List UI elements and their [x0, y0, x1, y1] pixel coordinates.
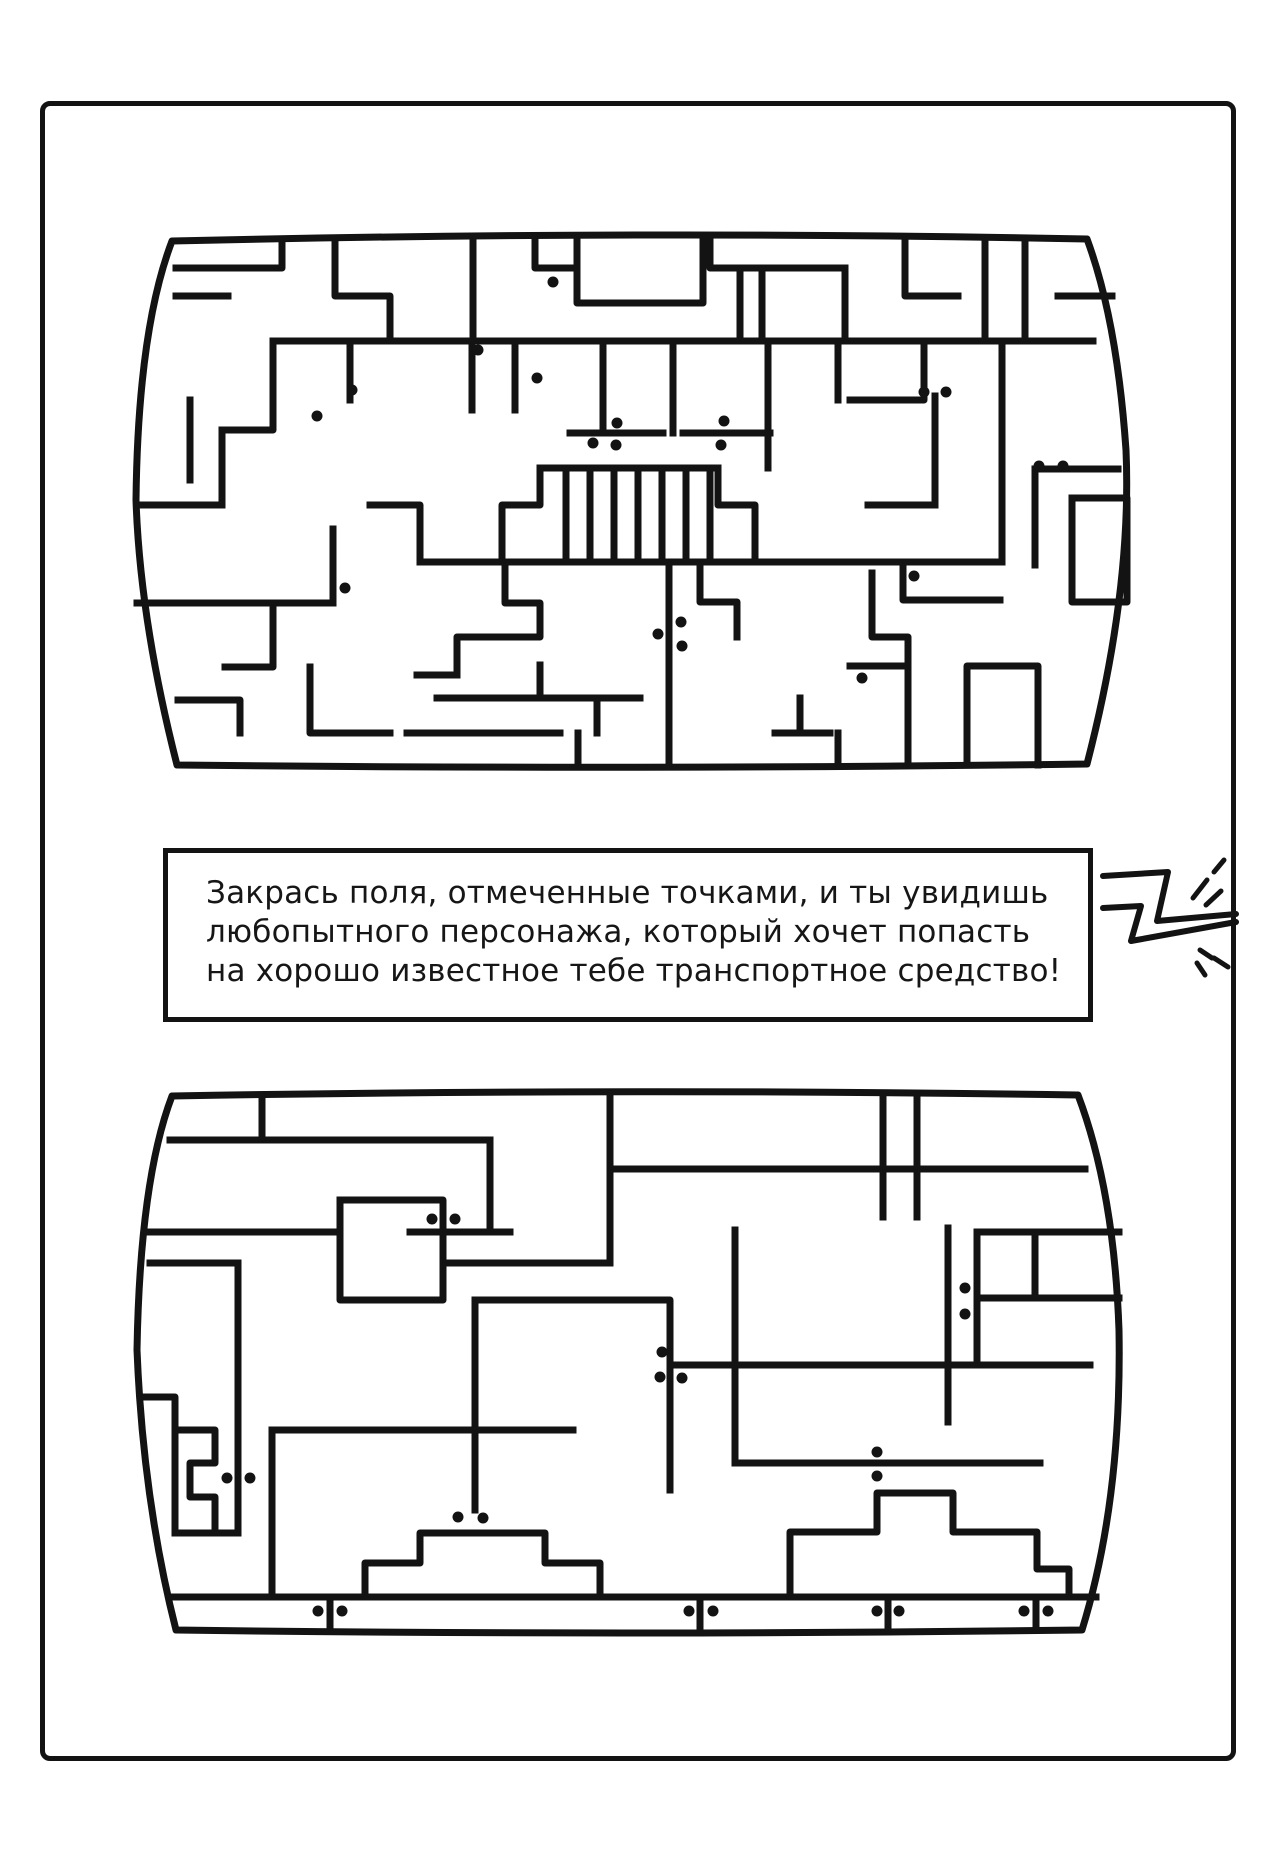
maze-wall	[905, 241, 958, 296]
cell-marker-dot	[676, 617, 687, 628]
cell-marker-dot	[245, 1473, 256, 1484]
cell-marker-dot	[312, 411, 323, 422]
cell-marker-dot	[894, 1606, 905, 1617]
cell-marker-dot	[313, 1606, 324, 1617]
maze-wall	[700, 562, 737, 637]
cell-marker-dot	[450, 1214, 461, 1225]
maze-wall	[967, 666, 1038, 765]
maze-wall	[535, 241, 573, 268]
cell-marker-dot	[427, 1214, 438, 1225]
cell-marker-dot	[655, 1372, 666, 1383]
cell-marker-dot	[677, 641, 688, 652]
cell-marker-dot	[532, 373, 543, 384]
instruction-line-2: любопытного персонажа, который хочет попасть	[206, 913, 1031, 950]
maze-wall	[176, 241, 282, 268]
maze-wall	[225, 603, 273, 667]
maze-wall	[370, 505, 420, 562]
cell-marker-dot	[677, 1373, 688, 1384]
maze-wall	[437, 665, 540, 698]
spark-line-icon	[1200, 950, 1212, 958]
cell-marker-dot	[857, 673, 868, 684]
maze-wall	[577, 241, 703, 303]
cell-marker-dot	[653, 629, 664, 640]
cell-marker-dot	[684, 1606, 695, 1617]
instruction-box	[163, 848, 1093, 1022]
maze-wall	[903, 565, 1000, 600]
cell-marker-dot	[872, 1447, 883, 1458]
maze-wall	[475, 1300, 670, 1490]
cell-marker-dot	[453, 1512, 464, 1523]
cell-marker-dot	[960, 1309, 971, 1320]
cell-marker-dot	[548, 277, 559, 288]
instruction-line-3: на хорошо известное тебе транспортное средство!	[206, 952, 1062, 989]
cell-marker-dot	[909, 571, 920, 582]
cell-marker-dot	[719, 416, 730, 427]
lightning-bolt-icon	[1098, 860, 1236, 975]
spark-line-icon	[1197, 963, 1205, 975]
cell-marker-dot	[588, 438, 599, 449]
maze-wall	[335, 241, 390, 341]
cell-marker-dot	[919, 387, 930, 398]
maze-wall	[850, 341, 924, 400]
cell-marker-dot	[1019, 1606, 1030, 1617]
lightning-stroke	[1103, 906, 1236, 941]
speech-box-notch	[1098, 878, 1110, 906]
maze-wall	[178, 700, 240, 733]
spark-line-icon	[1214, 958, 1228, 967]
cell-marker-dot	[347, 385, 358, 396]
cell-marker-dot	[478, 1513, 489, 1524]
maze-wall	[457, 562, 540, 675]
cell-marker-dot	[960, 1283, 971, 1294]
maze-wall	[710, 241, 845, 268]
maze-top	[136, 235, 1127, 767]
cell-marker-dot	[872, 1606, 883, 1617]
cell-marker-dot	[337, 1606, 348, 1617]
cell-marker-dot	[941, 387, 952, 398]
cell-marker-dot	[340, 583, 351, 594]
spark-line-icon	[1214, 860, 1224, 872]
cell-marker-dot	[1058, 461, 1069, 472]
spark-line-icon	[1206, 891, 1221, 905]
spark-line-icon	[1193, 880, 1207, 898]
cell-marker-dot	[222, 1473, 233, 1484]
maze-wall	[365, 1533, 600, 1597]
maze-wall	[222, 341, 273, 430]
maze-wall	[340, 1200, 443, 1300]
maze-wall	[718, 468, 755, 562]
instruction-line-1: Закрась поля, отмеченные точками, и ты увидишь	[206, 874, 1049, 911]
cell-marker-dot	[708, 1606, 719, 1617]
maze-outline	[136, 235, 1127, 767]
maze-wall	[175, 1430, 215, 1530]
cell-marker-dot	[872, 1471, 883, 1482]
maze-wall	[310, 667, 390, 733]
maze-wall	[502, 468, 540, 562]
cell-marker-dot	[716, 440, 727, 451]
cell-marker-dot	[473, 345, 484, 356]
cell-marker-dot	[1043, 1606, 1054, 1617]
maze-bottom	[137, 1092, 1119, 1633]
cell-marker-dot	[1034, 461, 1045, 472]
maze-wall	[790, 1493, 1069, 1597]
cell-marker-dot	[612, 418, 623, 429]
cell-marker-dot	[611, 440, 622, 451]
cell-marker-dot	[657, 1347, 668, 1358]
